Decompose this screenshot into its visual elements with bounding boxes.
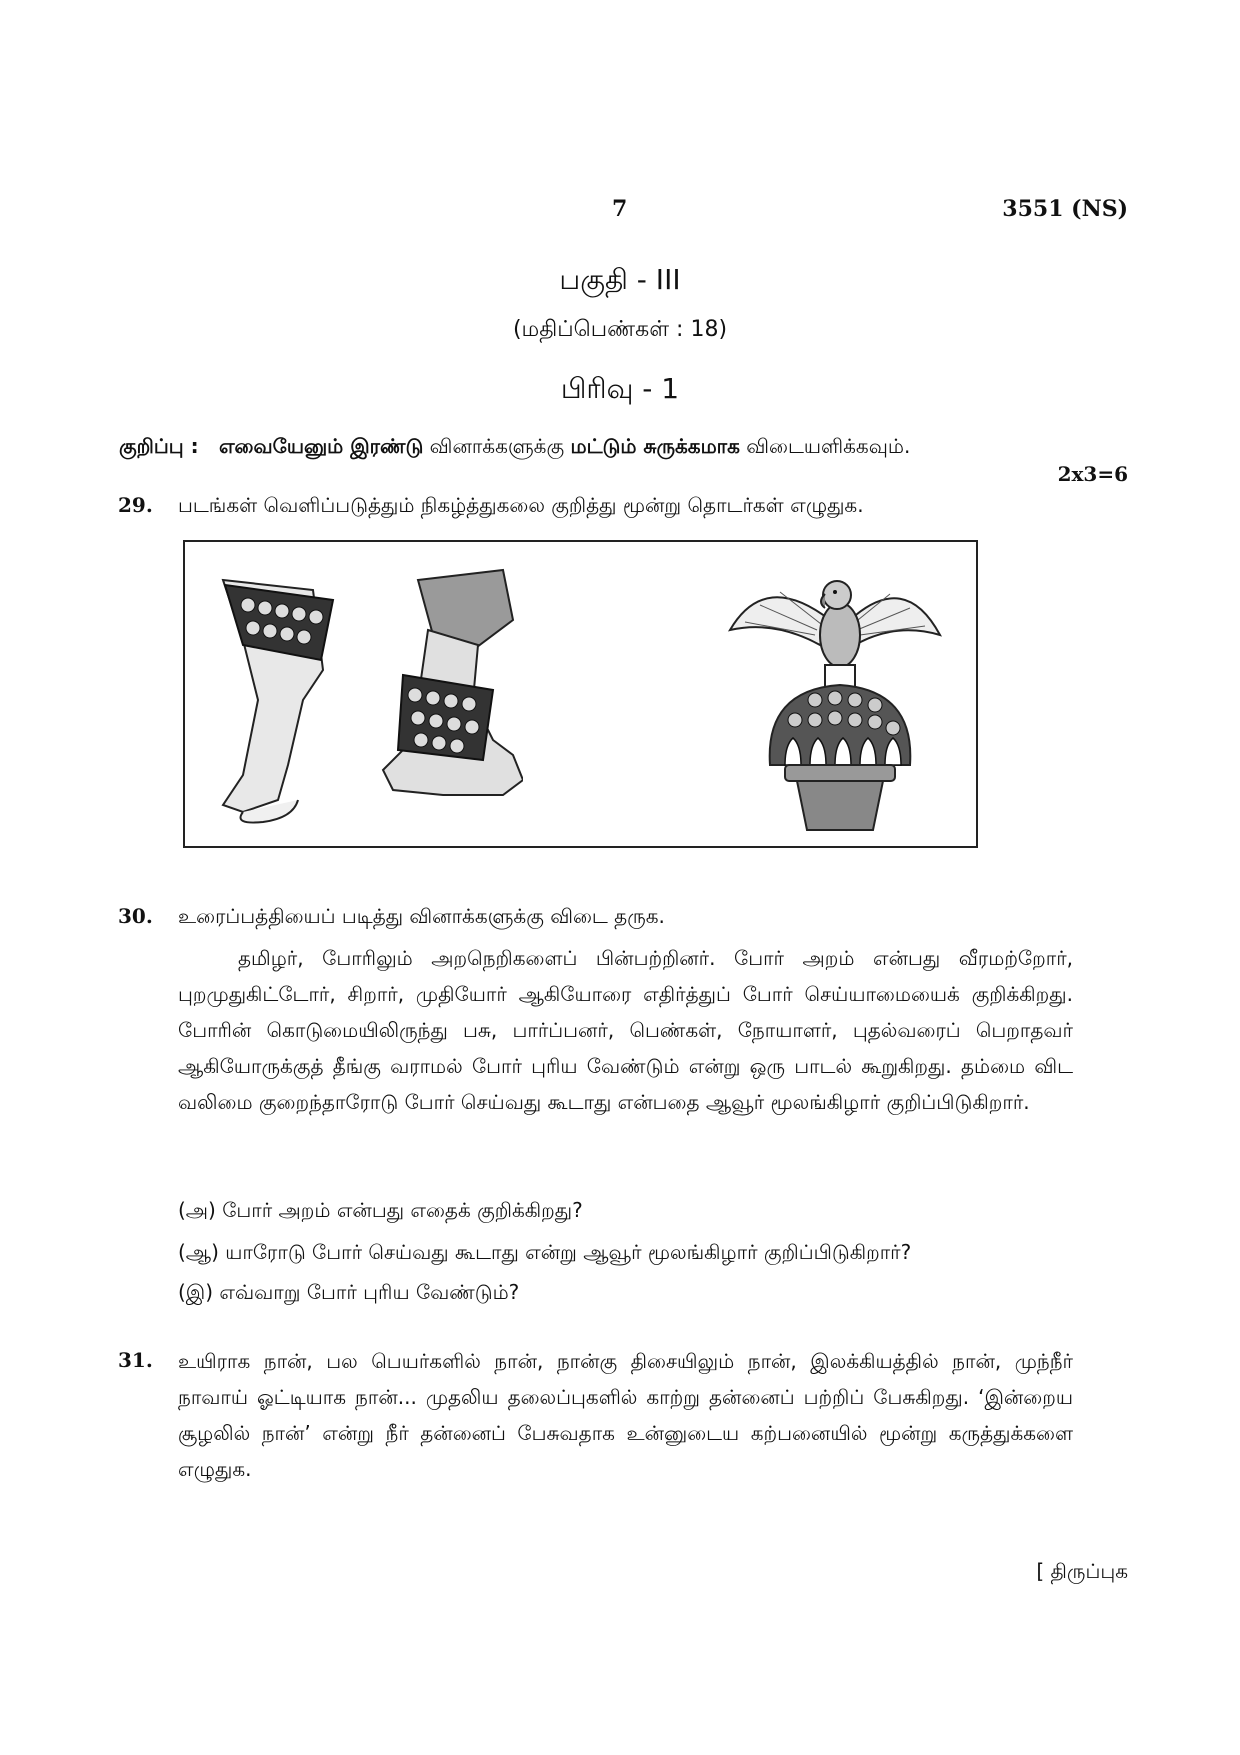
section-marks: (மதிப்பெண்கள் : 18) — [512, 317, 728, 342]
note-text-1: வினாக்களுக்கு — [423, 434, 571, 458]
turn-over-note: [ திருப்புக — [1036, 1559, 1128, 1583]
instruction-note — [119, 434, 910, 461]
question-text-29: படங்கள் வெளிப்படுத்தும் நிகழ்த்துகலை குறித்து மூன்று தொடர்கள் எழுதுக. — [178, 493, 864, 517]
question-number-29: 29. — [118, 493, 153, 517]
question-29-figure — [183, 540, 978, 848]
sub-question-i: (இ) எவ்வாறு போர் புரிய வேண்டும்? — [178, 1280, 520, 1304]
sub-question-a: (அ) போர் அறம் என்பது எதைக் குறிக்கிறது? — [178, 1198, 583, 1222]
paper-code: 3551 (NS) — [1002, 196, 1128, 222]
question-text-30: உரைப்பத்தியைப் படித்து வினாக்களுக்கு விடை தருக. — [178, 904, 665, 928]
section-title: பகுதி - III — [559, 263, 681, 296]
sub-question-aa: (ஆ) யாரோடு போர் செய்வது கூடாது என்று ஆவூர் மூலங்கிழார் குறிப்பிடுகிறார்? — [178, 1240, 912, 1264]
subsection-title: பிரிவு - 1 — [560, 372, 680, 405]
question-text-31: உயிராக நான், பல பெயர்களில் நான், நான்கு திசையிலும் நான், இலக்கியத்தில் நான், முந்நீர் நாவாய் ஓட்டியாக நான்... முதலிய தலைப்புகளில் காற்று தன்னைப் பற்றிப் பேசுகிறது. ‘இன்றைய சூழலில் நான்’ என்று நீர் தன்னைப் பேசுவதாக உன்னுடைய கற்பனையில் மூன்று கருத்துக்களை எழுதுக. — [178, 1349, 1073, 1481]
question-number-30: 30. — [118, 904, 153, 928]
note-emphasis-1: எவையேனும் இரண்டு — [218, 434, 424, 458]
page-number: 7 — [612, 196, 628, 222]
dancing-feet-with-ankle-bells-icon — [203, 550, 523, 840]
note-label: குறிப்பு : — [119, 434, 199, 458]
parrot-on-pot-icon — [725, 550, 945, 840]
passage-30: தமிழர், போரிலும் அறநெறிகளைப் பின்பற்றினர். போர் அறம் என்பது வீரமற்றோர், புறமுதுகிட்டோர், சிறார், முதியோர் ஆகியோரை எதிர்த்துப் போர் செய்யாமையைக் குறிக்கிறது. போரின் கொடுமையிலிருந்து பசு, பார்ப்பனர், பெண்கள், நோயாளர், புதல்வரைப் பெறாதவர் ஆகியோருக்குத் தீங்கு வராமல் போர் புரிய வேண்டும் என்று ஒரு பாடல் கூறுகிறது. தம்மை விட வலிமை குறைந்தாரோடு போர் செய்வது கூடாது என்பதை ஆவூர் மூலங்கிழார் குறிப்பிடுகிறார். — [178, 946, 1073, 1114]
note-emphasis-2: மட்டும் சுருக்கமாக — [570, 434, 740, 458]
note-text-2: விடையளிக்கவும். — [739, 434, 911, 458]
marks-allocation: 2x3=6 — [1057, 462, 1128, 486]
question-number-31: 31. — [118, 1348, 153, 1372]
